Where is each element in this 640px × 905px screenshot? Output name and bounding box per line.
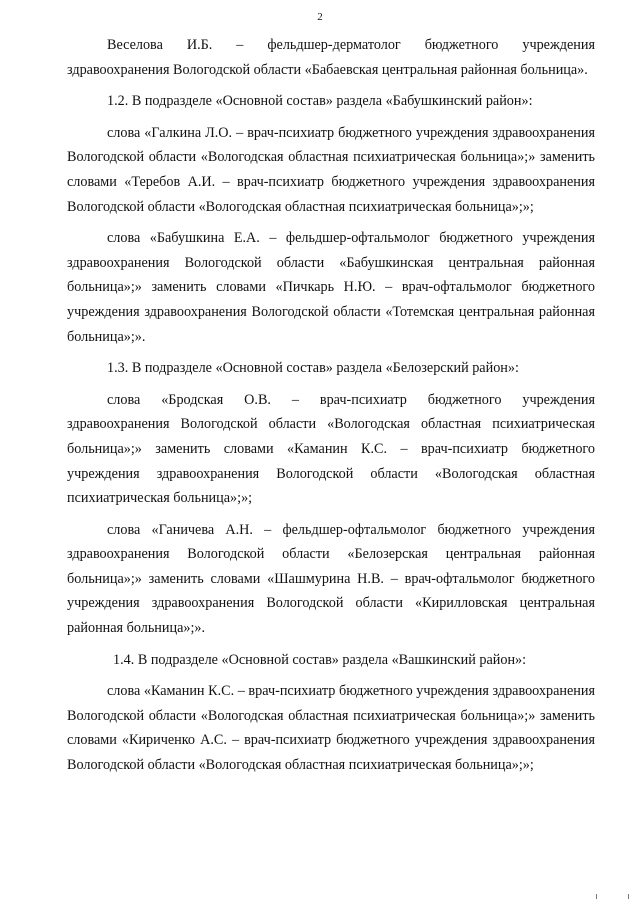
paragraph-babushkina: слова «Бабушкина Е.А. – фельдшер-офтальмолог бюджетного учреждения здравоохранения Вологодской области «Бабушкинская центральная районная больница»;» заменить словами «Пичкарь Н.Ю. – врач-офтальмолог бюджетного учреждения здравоохранения Вологодской области «Тотемская центральная районная больница»;».	[67, 230, 595, 345]
paragraph-brodskaya: слова «Бродская О.В. – врач-психиатр бюджетного учреждения здравоохранения Вологодской области «Вологодская областная психиатрическая больница»;» заменить словами «Каманин К.С. – врач-психиатр бюджетного учреждения здравоохранения Вологодской области «Вологодская областная психиатрическая больница»;»;	[67, 391, 595, 507]
page-number: 2	[317, 11, 323, 23]
scan-mark-right	[628, 894, 629, 899]
scan-mark-left	[596, 894, 597, 899]
paragraph-galkina: слова «Галкина Л.О. – врач-психиатр бюджетного учреждения здравоохранения Вологодской области «Вологодская областная психиатрическая больница»;» заменить словами «Теребов А.И. – врач-психиатр бюджетного учреждения здравоохранения Вологодской области «Вологодская областная психиатрическая больница»;»;	[67, 124, 595, 215]
section-heading-1-2: 1.2. В подразделе «Основной состав» раздела «Бабушкинский район»:	[107, 93, 533, 110]
section-heading-1-3: 1.3. В подразделе «Основной состав» раздела «Белозерский район»:	[107, 360, 519, 377]
section-heading-1-4: 1.4. В подразделе «Основной состав» раздела «Вашкинский район»:	[113, 651, 527, 668]
document-body	[67, 33, 595, 785]
paragraph-kamanin: слова «Каманин К.С. – врач-психиатр бюджетного учреждения здравоохранения Вологодской области «Вологодская областная психиатрическая больница»;» заменить словами «Кириченко А.С. – врач-психиатр бюджетного учреждения здравоохранения Вологодской области «Вологодская областная психиатрическая больница»;»;	[67, 683, 595, 774]
paragraph-ganicheva: слова «Ганичева А.Н. – фельдшер-офтальмолог бюджетного учреждения здравоохранения Вологодской области «Белозерская центральная районная больница»;» заменить словами «Шашмурина Н.В. – врач-офтальмолог бюджетного учреждения здравоохранения Вологодской области «Кирилловская центральная районная больница»;».	[67, 521, 595, 637]
paragraph-veselova: Веселова И.Б. – фельдшер-дерматолог бюджетного учреждения здравоохранения Вологодской области «Бабаевская центральная районная больница».	[67, 37, 595, 78]
